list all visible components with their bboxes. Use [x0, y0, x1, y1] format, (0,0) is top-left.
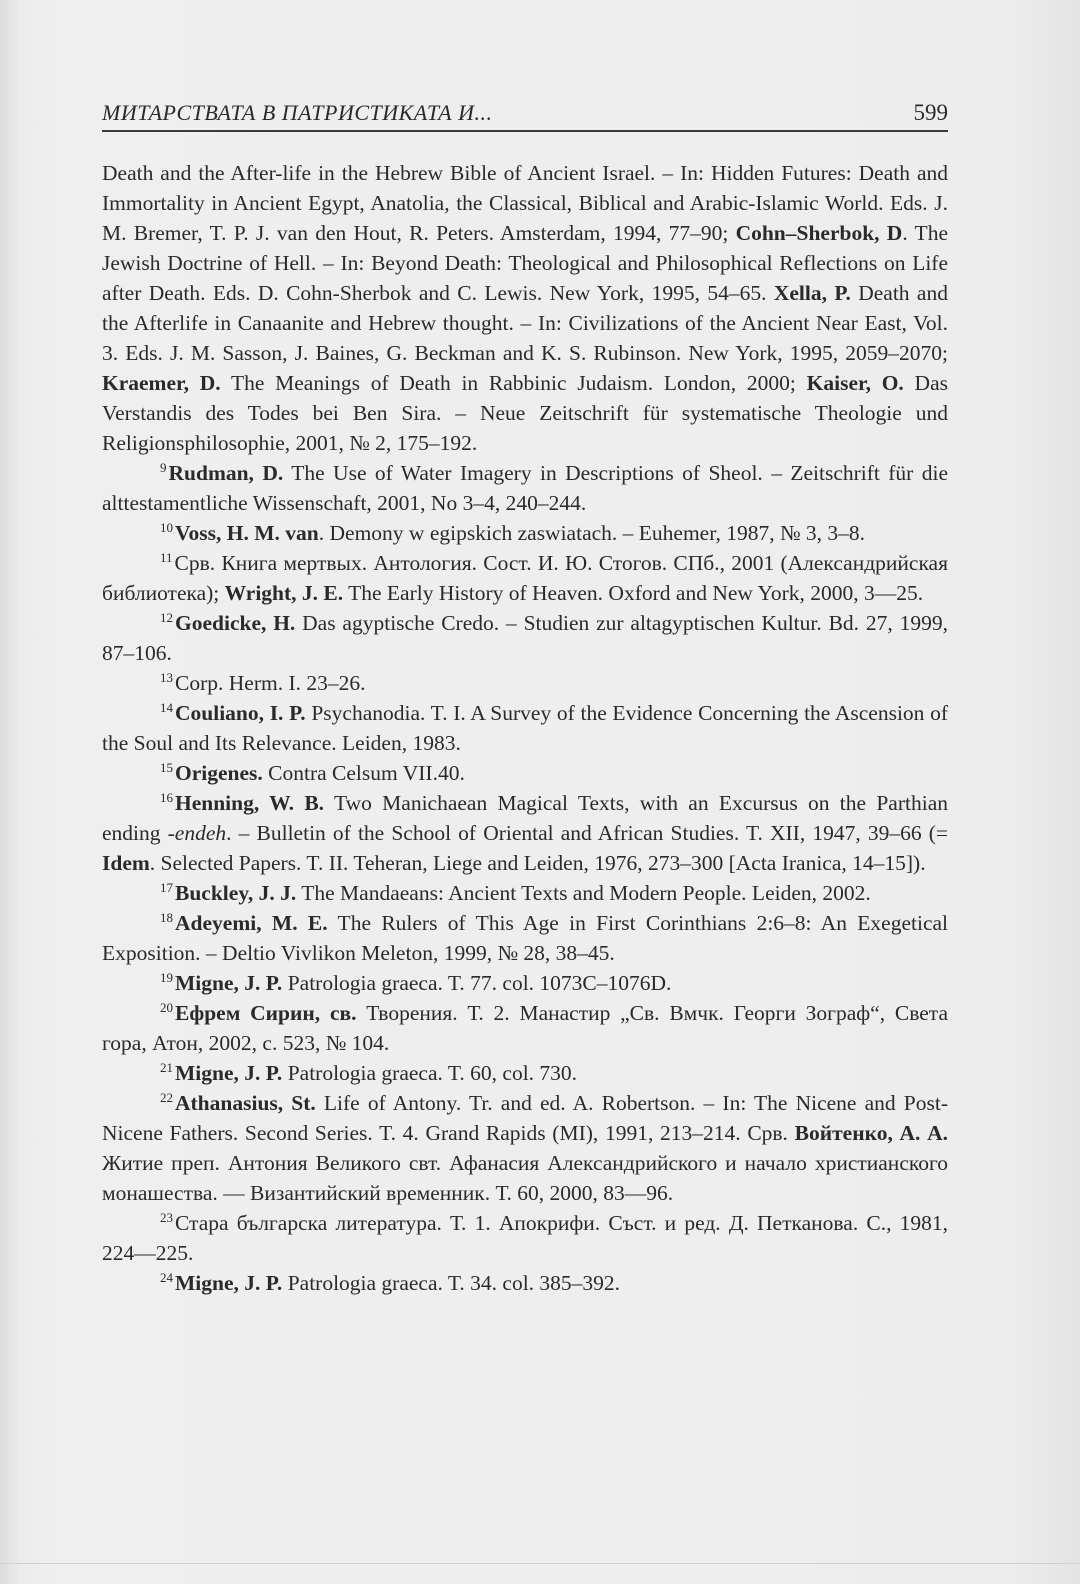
footnote-number: 19 — [160, 970, 173, 985]
citation-text: Patrologia graeca. T. 60, col. 730. — [282, 1061, 578, 1085]
footnote — [102, 878, 948, 908]
footnote — [102, 698, 948, 758]
author-name: Adeyemi, M. E. — [175, 911, 328, 935]
citation-text: Contra Celsum VII.40. — [262, 761, 465, 785]
footnote — [102, 788, 948, 878]
footnote — [102, 998, 948, 1058]
footnote — [102, 1058, 948, 1088]
author-name: Goedicke, H. — [175, 611, 296, 635]
footnote-number: 17 — [160, 880, 173, 895]
author-name: Migne, J. P. — [175, 971, 283, 995]
author-name: Kraemer, D. — [102, 371, 221, 395]
citation-text: . Selected Papers. T. II. Teheran, Liege and Leiden, 1976, 273–300 [Acta Iranica, 14–15]). — [149, 851, 926, 875]
author-name: Cohn–Sherbok, D — [735, 221, 903, 245]
author-name: Buckley, J. J. — [175, 881, 297, 905]
citation-text: Срв. Книга мертвых. Антология. Сост. И. Ю. Стогов. СПб., 2001 (Александрийская библиотека); — [102, 551, 948, 605]
author-name: Rudman, D. — [168, 461, 284, 485]
footnote-number: 12 — [160, 610, 173, 625]
footnote — [102, 608, 948, 668]
author-name: Migne, J. P. — [175, 1061, 283, 1085]
footnote — [102, 458, 948, 518]
author-name: Couliano, I. P. — [175, 701, 306, 725]
citation-text: . – Bulletin of the School of Oriental and African Studies. T. XII, 1947, 39–66 (= — [226, 821, 948, 845]
footnote — [102, 758, 948, 788]
author-name: Xella, P. — [773, 281, 851, 305]
citation-text: Psychanodia. T. I. A Survey of the Evidence Concerning the Ascension of the Soul and Its Relevance. Leiden, 1983. — [102, 701, 949, 755]
footnote — [102, 158, 948, 458]
author-name: Войтенко, А. А. — [794, 1121, 948, 1145]
citation-text: Творения. Т. 2. Манастир „Св. Вмчк. Георги Зограф“, Света гора, Атон, 2002, с. 523, № 104. — [102, 1001, 948, 1055]
author-name: Migne, J. P. — [175, 1271, 283, 1295]
citation-text: Das Verstandis des Todes bei Ben Sira. – Neue Zeitschrift für systematische Theologie und Religionsphilosophie, 2001, № 2, 175–192. — [102, 371, 948, 455]
citation-text: Two Manichaean Magical Texts, with an Excursus on the Parthian ending — [102, 791, 948, 845]
author-name: Henning, W. B. — [175, 791, 325, 815]
footnote-number: 10 — [160, 520, 173, 535]
citation-text: Corp. Herm. I. 23–26. — [175, 671, 366, 695]
author-name: Origenes. — [175, 761, 263, 785]
citation-text: . Demony w egipskich zaswiatach. – Euhemer, 1987, № 3, 3–8. — [318, 521, 866, 545]
citation-text: Житие преп. Антония Великого свт. Афанасия Александрийского и начало христианского монашества. — Византийский временник. Т. 60, 2000, 83—96. — [102, 1151, 948, 1205]
footnote — [102, 518, 948, 548]
citation-text: The Mandaeans: Ancient Texts and Modern People. Leiden, 2002. — [296, 881, 871, 905]
citation-text: The Use of Water Imagery in Descriptions of Sheol. – Zeitschrift für die alttestamentliche Wissenschaft, 2001, No 3–4, 240–244. — [102, 461, 948, 515]
footnote-number: 16 — [160, 790, 173, 805]
footnote — [102, 1208, 948, 1268]
footnote-number: 21 — [160, 1060, 173, 1075]
footnote — [102, 548, 948, 608]
footnote-number: 14 — [160, 700, 173, 715]
running-header — [102, 100, 948, 132]
author-name: Wright, J. E. — [224, 581, 344, 605]
footnote — [102, 908, 948, 968]
footnote — [102, 968, 948, 998]
author-name: Athanasius, St. — [175, 1091, 316, 1115]
author-name: Idem — [102, 851, 150, 875]
footnote — [102, 668, 948, 698]
citation-text: Das agyptische Credo. – Studien zur altagyptischen Kultur. Bd. 27, 1999, 87–106. — [102, 611, 948, 665]
author-name: Kaiser, O. — [806, 371, 904, 395]
citation-text: Life of Antony. Tr. and ed. A. Robertson. – In: The Nicene and Post-Nicene Fathers. Second Series. T. 4. Grand Rapids (MI), 1991, 213–214. Срв. — [102, 1091, 948, 1145]
bottom-edge — [0, 1563, 1080, 1564]
citation-text: Death and the Afterlife in Canaanite and Hebrew thought. – In: Civilizations of the Ancient Near East, Vol. 3. Eds. J. M. Sasson, J. Baines, G. Beckman and K. S. Rubinson. New York, 1995, 2059–2070; — [102, 281, 948, 365]
footnote-number: 20 — [160, 1000, 173, 1015]
page-number: 599 — [913, 100, 948, 125]
citation-text: Patrologia graeca. T. 77. col. 1073C–1076D. — [282, 971, 672, 995]
running-title: МИТАРСТВАТА В ПАТРИСТИКАТА И... — [102, 100, 493, 125]
citation-text: Death and the After-life in the Hebrew Bible of Ancient Israel. – In: Hidden Futures: Death and Immortality in Ancient Egypt, Anatolia, the Classical, Biblical and Arabic-Islamic World. Eds. J. M. Bremer, T. P. J. van den Hout, R. Peters. Amsterdam, 1994, 77–90; — [102, 161, 948, 245]
footnote-number: 13 — [160, 670, 173, 685]
italic-term: -endeh — [167, 821, 227, 845]
footnote-number: 15 — [160, 760, 173, 775]
footnote-number: 22 — [160, 1090, 173, 1105]
citation-text: . The Jewish Doctrine of Hell. – In: Beyond Death: Theological and Philosophical Reflections on Life after Death. Eds. D. Cohn-Sherbok and C. Lewis. New York, 1995, 54–65. — [102, 221, 948, 305]
footnotes-list — [102, 158, 948, 1298]
citation-text: The Meanings of Death in Rabbinic Judaism. London, 2000; — [220, 371, 807, 395]
footnote — [102, 1268, 948, 1298]
footnote-number: 23 — [160, 1210, 173, 1225]
footnote-number: 18 — [160, 910, 173, 925]
author-name: Ефрем Сирин, св. — [175, 1001, 357, 1025]
citation-text: The Rulers of This Age in First Corinthians 2:6–8: An Exegetical Exposition. – Deltio Vivlikon Meleton, 1999, № 28, 38–45. — [102, 911, 949, 965]
citation-text: The Early History of Heaven. Oxford and New York, 2000, 3—25. — [343, 581, 924, 605]
footnote-number: 24 — [160, 1270, 173, 1285]
footnote-number: 9 — [160, 460, 167, 475]
footnote-number: 11 — [160, 550, 173, 565]
footnote — [102, 1088, 948, 1208]
citation-text: Patrologia graeca. T. 34. col. 385–392. — [282, 1271, 621, 1295]
author-name: Voss, H. M. van — [175, 521, 319, 545]
citation-text: Стара българска литература. Т. 1. Апокрифи. Съст. и ред. Д. Петканова. С., 1981, 224—225. — [102, 1211, 948, 1265]
